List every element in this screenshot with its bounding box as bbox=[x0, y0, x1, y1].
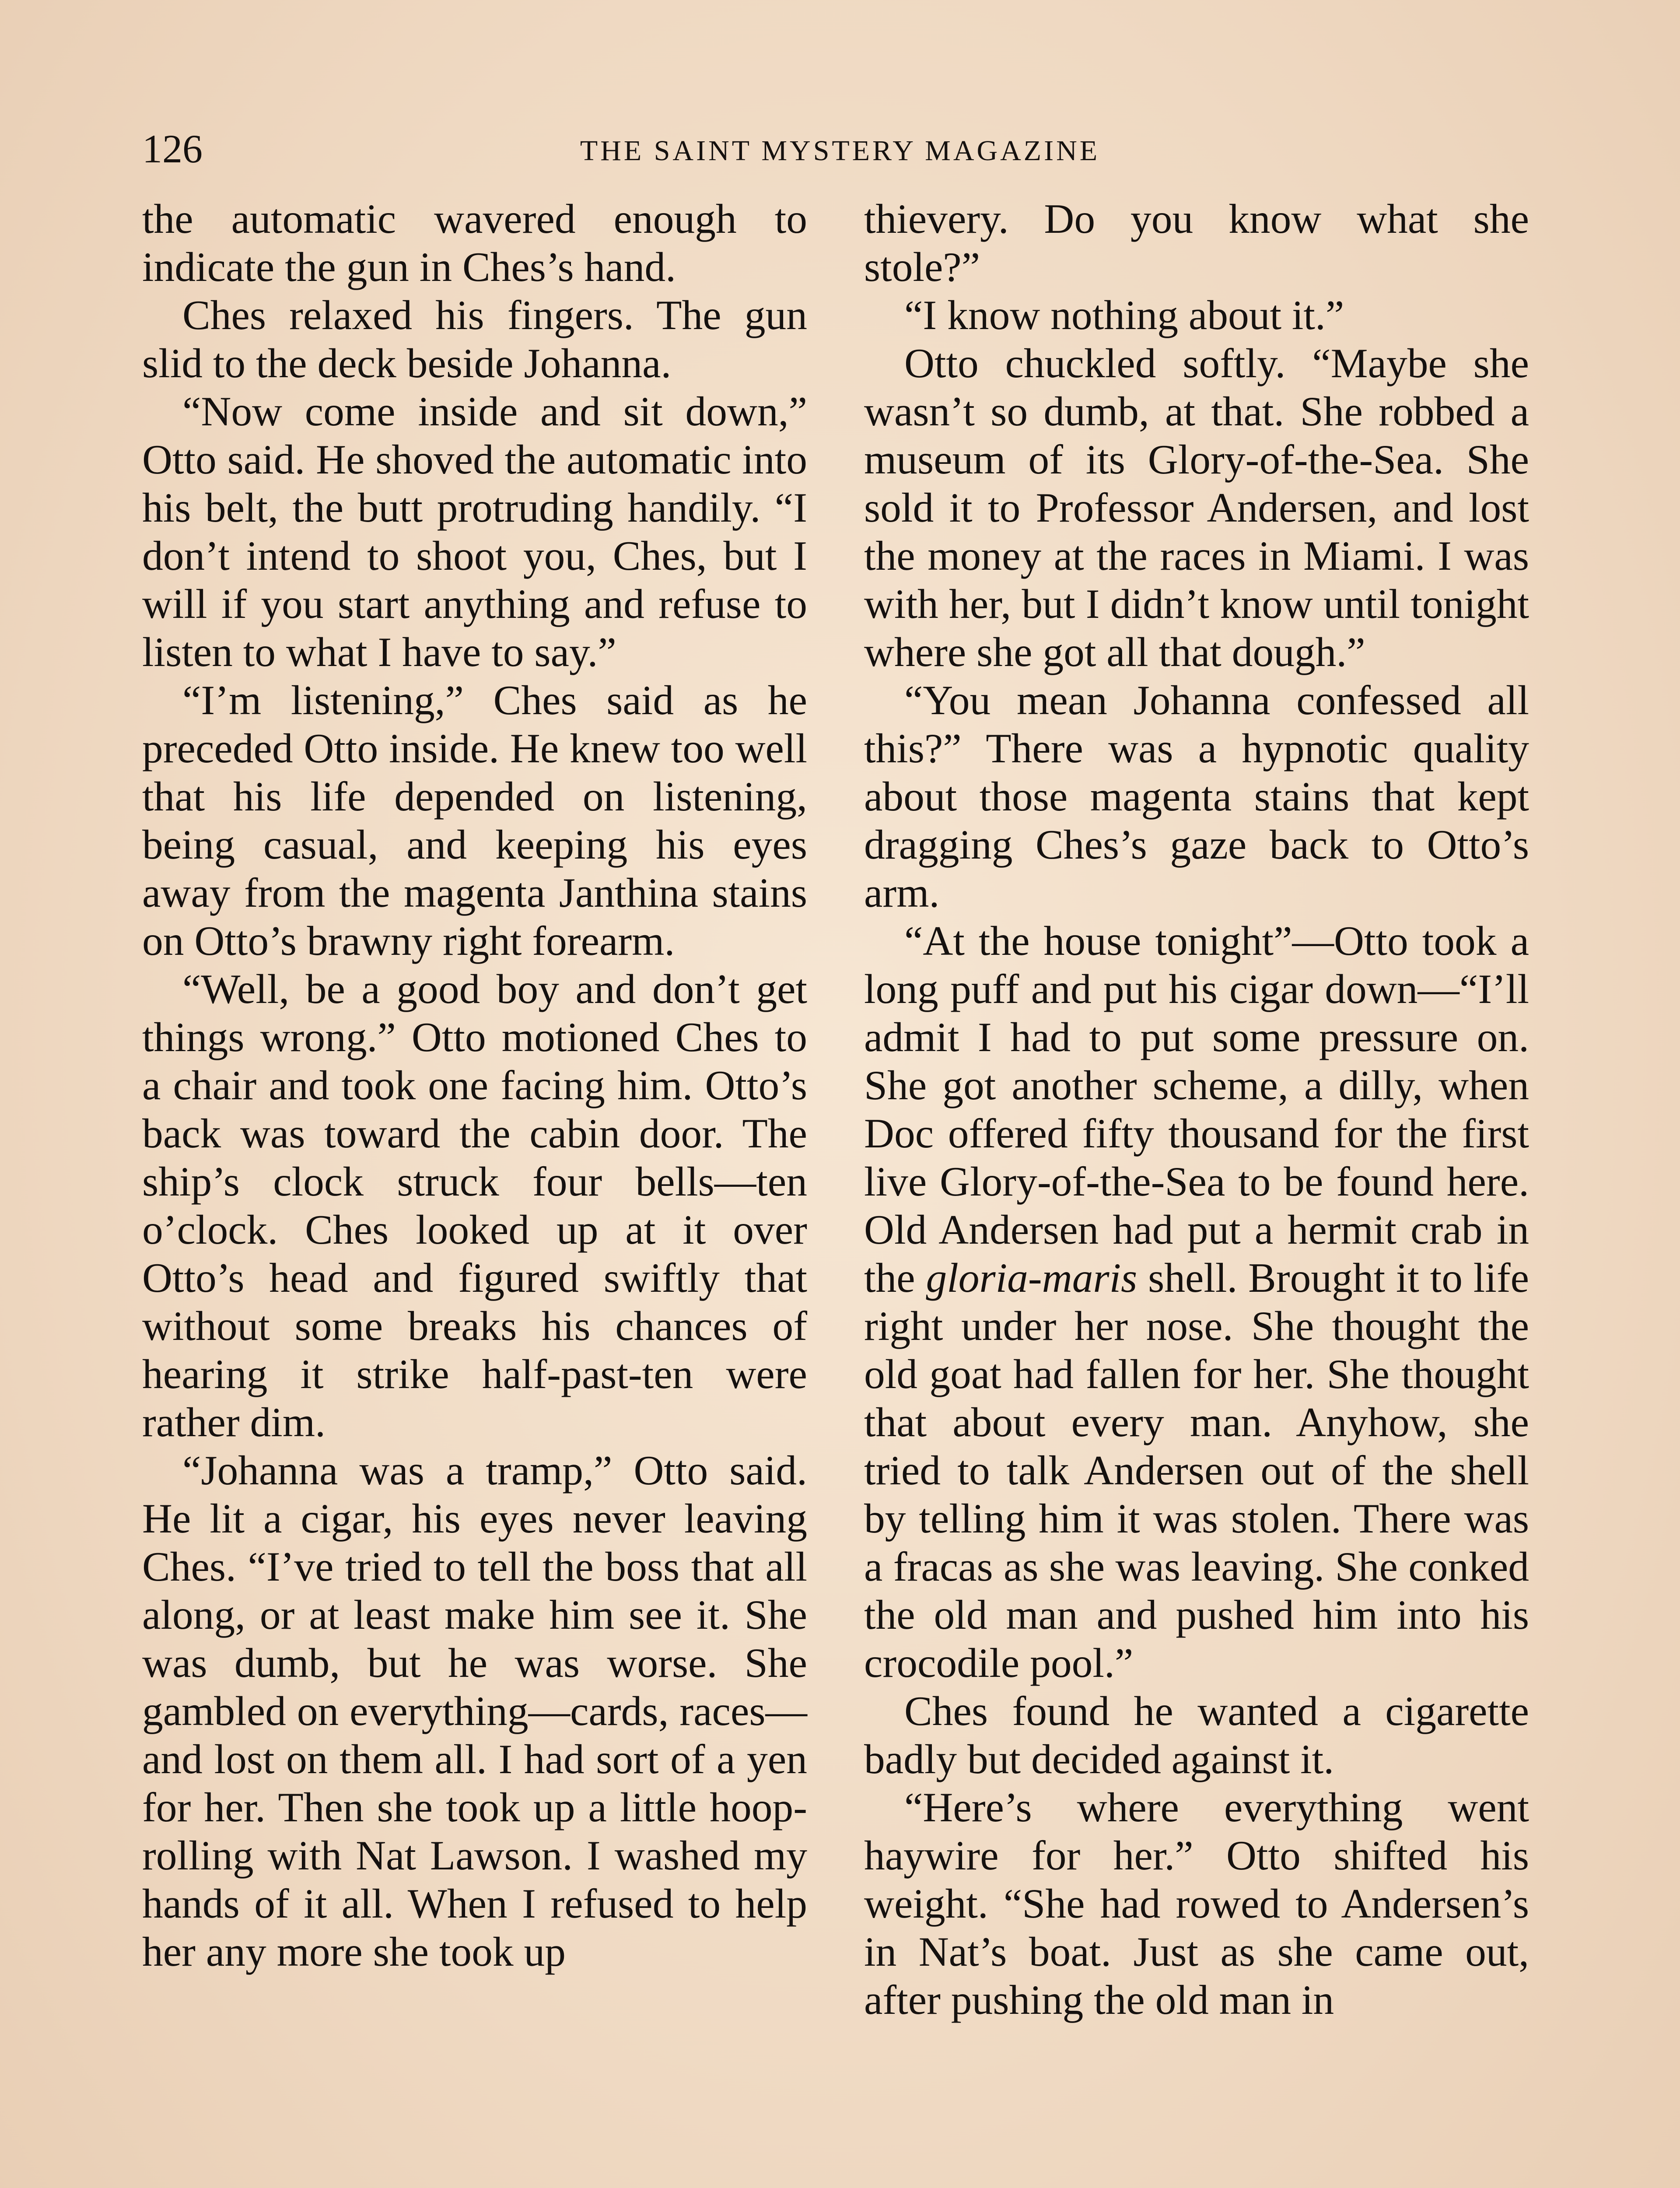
paragraph: “I know nothing about it.” bbox=[904, 292, 1344, 338]
page-number: 126 bbox=[142, 126, 203, 171]
paragraph: “Johanna was a tramp,” Otto said. He lit a cigar, his eyes never leaving Ches. “I’ve tried to tell the boss that all along, or at least make him see it. She was dumb, but he was worse. She gambled on everything—cards, races—and lost on them all. I had sort of a yen for her. Then she took up a little hoop-rolling with Nat Lawson. I washed my hands of it all. When I refused to help her any more she took up bbox=[142, 1447, 807, 1975]
paragraph: the automatic wavered enough to indicate the gun in Ches’s hand. bbox=[142, 196, 807, 290]
right-column bbox=[864, 195, 1529, 2188]
paragraph: Ches relaxed his fingers. The gun slid to the deck beside Johanna. bbox=[142, 292, 807, 386]
page-header bbox=[142, 123, 1538, 175]
running-head: THE SAINT MYSTERY MAGAZINE bbox=[580, 135, 1100, 167]
paragraph: “Here’s where everything went haywire for her.” Otto shifted his weight. “She had rowed to Andersen’s in Nat’s boat. Just as she came out, after pushing the old man in bbox=[864, 1784, 1529, 2023]
italic-term: gloria-maris bbox=[926, 1255, 1138, 1301]
paragraph: “I’m listening,” Ches said as he preceded Otto inside. He knew too well that his life depended on listening, being casual, and keeping his eyes away from the magenta Janthina stains on Otto’s brawny right forearm. bbox=[142, 677, 807, 964]
paragraph-text: “At the house tonight”—Otto took a long puff and put his cigar down—“I’ll admit I had to put some pressure on. She got another scheme, a dilly, when Doc offered fifty thousand for the first live Glory-of-the-Sea to be found here. Old Andersen had put a hermit crab in the bbox=[864, 918, 1529, 1301]
paragraph: “You mean Johanna confessed all this?” There was a hypnotic quality about those magenta stains that kept dragging Ches’s gaze back to Otto’s arm. bbox=[864, 677, 1529, 916]
paragraph-text: shell. Brought it to life right under her nose. She thought the old goat had fallen for her. She thought that about every man. Anyhow, she tried to talk Andersen out of the shell by telling him it was stolen. There was a fracas as she was leaving. She conked the old man and pushed him into his crocodile pool.” bbox=[864, 1255, 1530, 1686]
left-column bbox=[142, 195, 807, 2188]
paragraph: Ches found he wanted a cigarette badly but decided against it. bbox=[864, 1688, 1529, 1782]
paragraph: thievery. Do you know what she stole?” bbox=[864, 196, 1529, 290]
paragraph: “Now come inside and sit down,” Otto said. He shoved the automatic into his belt, the butt protruding handily. “I don’t intend to shoot you, Ches, but I will if you start anything and refuse to listen to what I have to say.” bbox=[142, 388, 807, 675]
paragraph: Otto chuckled softly. “Maybe she wasn’t so dumb, at that. She robbed a museum of its Glory-of-the-Sea. She sold it to Professor Andersen, and lost the money at the races in Miami. I was with her, but I didn’t know until tonight where she got all that dough.” bbox=[864, 340, 1529, 675]
paragraph bbox=[864, 917, 1529, 1687]
paragraph: “Well, be a good boy and don’t get things wrong.” Otto motioned Ches to a chair and took one facing him. Otto’s back was toward the cabin door. The ship’s clock struck four bells—ten o’clock. Ches looked up at it over Otto’s head and figured swiftly that without some breaks his chances of hearing it strike half-past-ten were rather dim. bbox=[142, 966, 807, 1445]
